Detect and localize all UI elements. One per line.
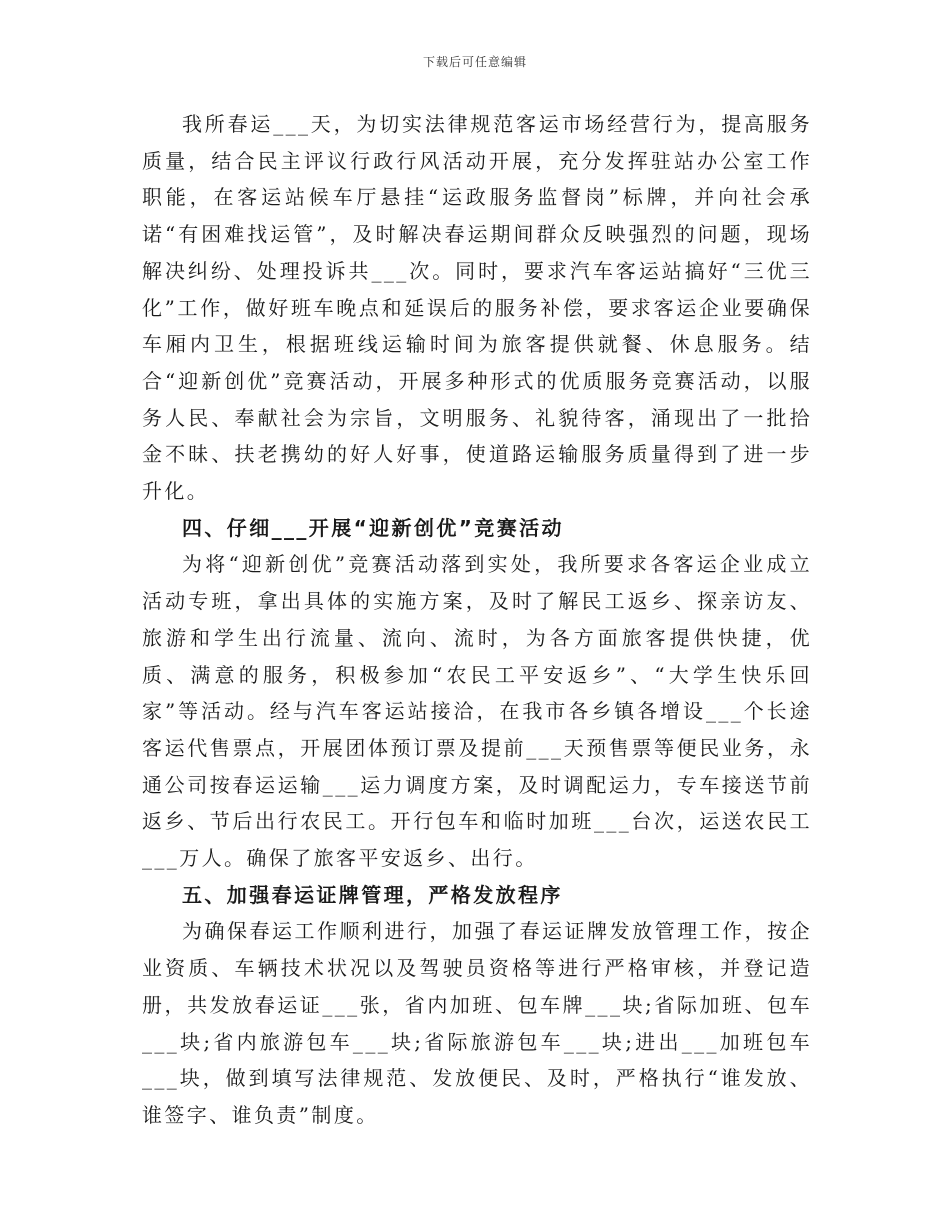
paragraph-spring-transport-service: 我所春运___天，为切实法律规范客运市场经营行为，提高服务质量，结合民主评议行政行风活动开展，充分发挥驻站办公室工作职能，在客运站候车厅悬挂“运政服务监督岗”标牌，并向社会承诺“有困难找运管”，及时解决春运期间群众反映强烈的问题，现场解决纠纷、处理投诉共___次。同时，要求汽车客运站搞好“三优三化”工作，做好班车晚点和延误后的服务补偿，要求客运企业要确保车厢内卫生，根据班线运输时间为旅客提供就餐、休息服务。结合“迎新创优”竞赛活动，开展多种形式的优质服务竞赛活动，以服务人民、奉献社会为宗旨，文明服务、礼貌待客，涌现出了一批拾金不昧、扶老携幼的好人好事，使道路运输服务质量得到了进一步升化。	[142, 112, 812, 504]
page-header: 下载后可任意编辑	[422, 55, 527, 69]
section-heading-5: 五、加强春运证牌管理，严格发放程序	[182, 882, 563, 907]
paragraph-permit-management: 为确保春运工作顺利进行，加强了春运证牌发放管理工作，按企业资质、车辆技术状况以及驾驶员资格等进行严格审核，并登记造册，共发放春运证___张，省内加班、包车牌___块;省际加班、包车___块;省内旅游包车___块;省际旅游包车___块;进出___加班包车___块，做到填写法律规范、发放便民、及时，严格执行“谁发放、谁签字、谁负责”制度。	[142, 919, 812, 1127]
paragraph-competition-activity: 为将“迎新创优”竞赛活动落到实处，我所要求各客运企业成立活动专班，拿出具体的实施方案，及时了解民工返乡、探亲访友、旅游和学生出行流量、流向、流时，为各方面旅客提供快捷，优质、满意的服务，积极参加“农民工平安返乡”、“大学生快乐回家”等活动。经与汽车客运站接洽，在我市各乡镇各增设___个长途客运代售票点，开展团体预订票及提前___天预售票等便民业务，永通公司按春运运输___运力调度方案，及时调配运力，专车接送节前返乡、节后出行农民工。开行包车和临时加班___台次，运送农民工___万人。确保了旅客平安返乡、出行。	[142, 552, 812, 871]
section-heading-4: 四、仔细___开展“迎新创优”竞赛活动	[182, 515, 564, 540]
document-body	[142, 106, 812, 1134]
